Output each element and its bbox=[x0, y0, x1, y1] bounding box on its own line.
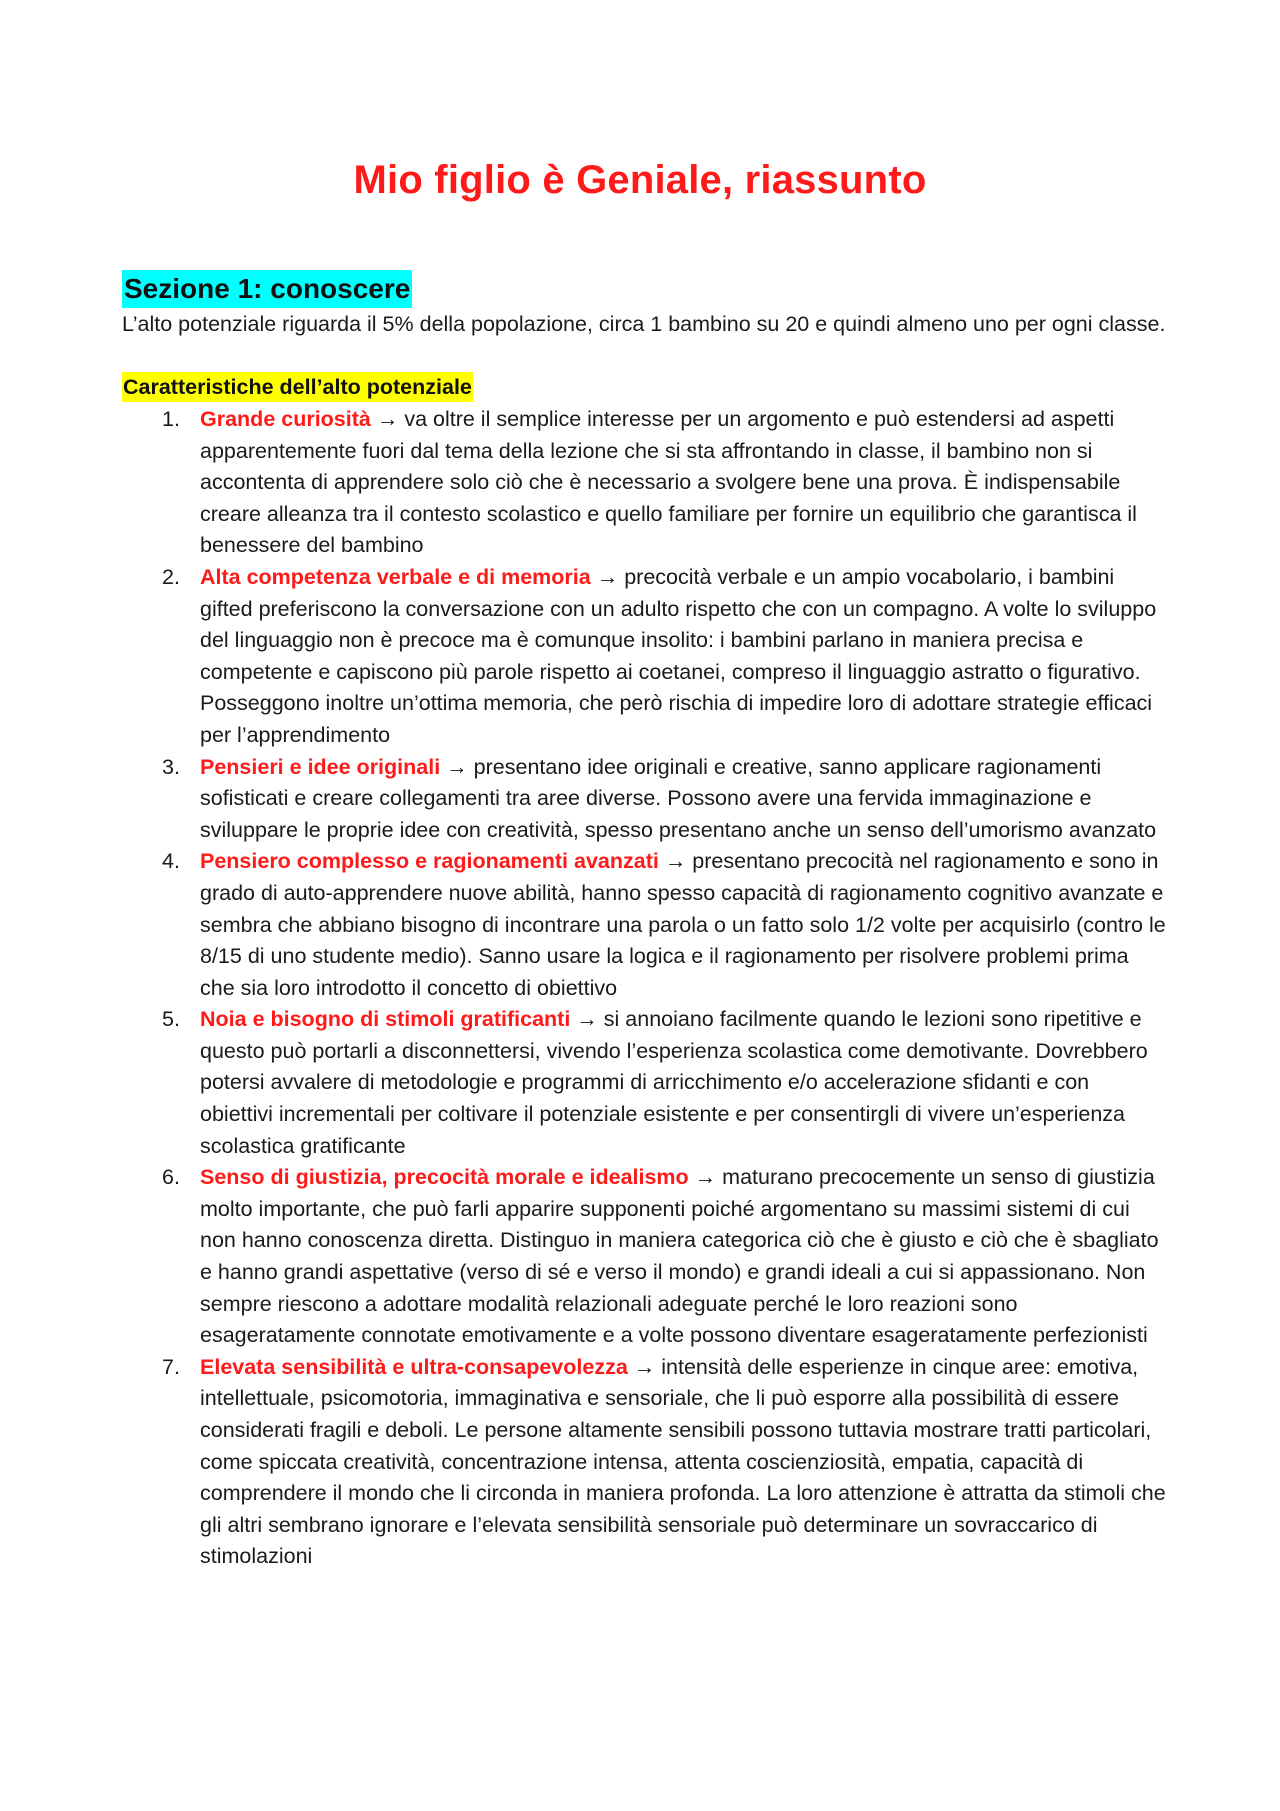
item-title: Elevata sensibilità e ultra-consapevolezza bbox=[200, 1354, 628, 1379]
item-title: Alta competenza verbale e di memoria bbox=[200, 564, 591, 589]
arrow-right-icon: → bbox=[376, 407, 399, 431]
section-heading: Sezione 1: conoscere bbox=[122, 270, 412, 308]
item-number: 5. bbox=[162, 1007, 180, 1032]
list-item bbox=[162, 1352, 1167, 1573]
arrow-right-icon: → bbox=[576, 1007, 598, 1032]
item-text: si annoiano facilmente quando le lezioni sono ripetitive e questo può portarli a disconnettersi, vivendo l’esperienza scolastica come demotivante. Dovrebbero potersi avvalere di metodologie e programmi di arricchimento e/o accelerazione sfidanti e con obiettivi incrementali per coltivare il potenziale esistente e per consentirgli di vivere un’esperienza scolastica gratificante bbox=[200, 1007, 1148, 1158]
item-number: 7. bbox=[162, 1354, 180, 1379]
item-number: 2. bbox=[162, 564, 180, 589]
item-title: Noia e bisogno di stimoli gratificanti bbox=[200, 1007, 571, 1032]
document-title: Mio figlio è Geniale, riassunto bbox=[353, 158, 927, 202]
list-item bbox=[162, 1004, 1167, 1162]
item-number: 6. bbox=[162, 1165, 180, 1190]
item-title: Senso di giustizia, precocità morale e idealismo bbox=[200, 1165, 689, 1190]
traits-list bbox=[122, 404, 1167, 1573]
item-text: va oltre il semplice interesse per un argomento e può estendersi ad aspetti apparentemente fuori dal tema della lezione che si sta affrontando in classe, il bambino non si accontenta di apprendere solo ciò che è necessario a svolgere bene una prova. È indispensabile creare alleanza tra il contesto scolastico e quello familiare per fornire un equilibrio che garantisca il benessere del bambino bbox=[200, 407, 1137, 558]
item-number: 1. bbox=[162, 407, 180, 431]
list-item bbox=[162, 404, 1167, 562]
list-item bbox=[162, 1162, 1167, 1352]
item-title: Pensiero complesso e ragionamenti avanzati bbox=[200, 849, 659, 874]
item-text: intensità delle esperienze in cinque aree: emotiva, intellettuale, psicomotoria, immaginativa e sensoriale, che li può esporre alla possibilità di essere considerati fragili e deboli. Le persone altamente sensibili possono tuttavia mostrare tratti particolari, come spiccata creatività, concentrazione intensa, attenta coscienziosità, empatia, capacità di comprendere il mondo che li circonda in maniera profonda. La loro attenzione è attratta da stimoli che gli altri sembrano ignorare e l’elevata sensibilità sensoriale può determinare un sovraccarico di stimolazioni bbox=[200, 1354, 1166, 1569]
item-title: Pensieri e idee originali bbox=[200, 754, 441, 779]
section-1 bbox=[122, 270, 1167, 1573]
item-number: 4. bbox=[162, 849, 180, 874]
subheading: Caratteristiche dell’alto potenziale bbox=[122, 372, 473, 402]
item-text: precocità verbale e un ampio vocabolario, i bambini gifted preferiscono la conversazione con un adulto rispetto che con un compagno. A volte lo sviluppo del linguaggio non è precoce ma è comunque insolito: i bambini parlano in maniera precisa e competente e capiscono più parole rispetto ai coetanei, compreso il linguaggio astratto o figurativo. Posseggono inoltre un’ottima memoria, che però rischia di impedire loro di adottare strategie efficaci per l’apprendimento bbox=[200, 564, 1157, 747]
arrow-right-icon: → bbox=[694, 1165, 717, 1190]
section-intro: L’alto potenziale riguarda il 5% della popolazione, circa 1 bambino su 20 e quindi almeno uno per ogni classe. bbox=[122, 312, 1166, 336]
list-item bbox=[162, 752, 1167, 847]
item-number: 3. bbox=[162, 754, 180, 779]
list-item bbox=[162, 846, 1167, 1004]
list-item bbox=[162, 562, 1167, 752]
item-text: maturano precocemente un senso di giustizia molto importante, che può farli apparire supponenti poiché argomentano su massimi sistemi di cui non hanno conoscenza diretta. Distinguo in maniera categorica ciò che è giusto e ciò che è sbagliato e hanno grandi aspettative (verso di sé e verso il mondo) e grandi ideali a cui si appassionano. Non sempre riescono a adottare modalità relazionali adeguate perché le loro reazioni sono esageratamente connotate emotivamente e a volte possono diventare esageratamente perfezionisti bbox=[200, 1165, 1159, 1348]
arrow-right-icon: → bbox=[664, 849, 687, 874]
arrow-right-icon: → bbox=[633, 1354, 656, 1379]
subheading-wrapper bbox=[122, 372, 1167, 404]
arrow-right-icon: → bbox=[446, 754, 468, 779]
item-title: Grande curiosità bbox=[200, 407, 371, 431]
item-text: presentano idee originali e creative, sanno applicare ragionamenti sofisticati e creare collegamenti tra aree diverse. Possono avere una fervida immaginazione e sviluppare le proprie idee con creatività, spesso presentano anche un senso dell’umorismo avanzato bbox=[200, 754, 1157, 842]
arrow-right-icon: → bbox=[596, 564, 619, 589]
item-text: presentano precocità nel ragionamento e sono in grado di auto-apprendere nuove abilità, hanno spesso capacità di ragionamento cognitivo avanzate e sembra che abbiano bisogno di incontrare una parola o un fatto solo 1/2 volte per acquisirlo (contro le 8/15 di uno studente medio). Sanno usare la logica e il ragionamento per risolvere problemi prima che sia loro introdotto il concetto di obiettivo bbox=[200, 849, 1166, 1000]
